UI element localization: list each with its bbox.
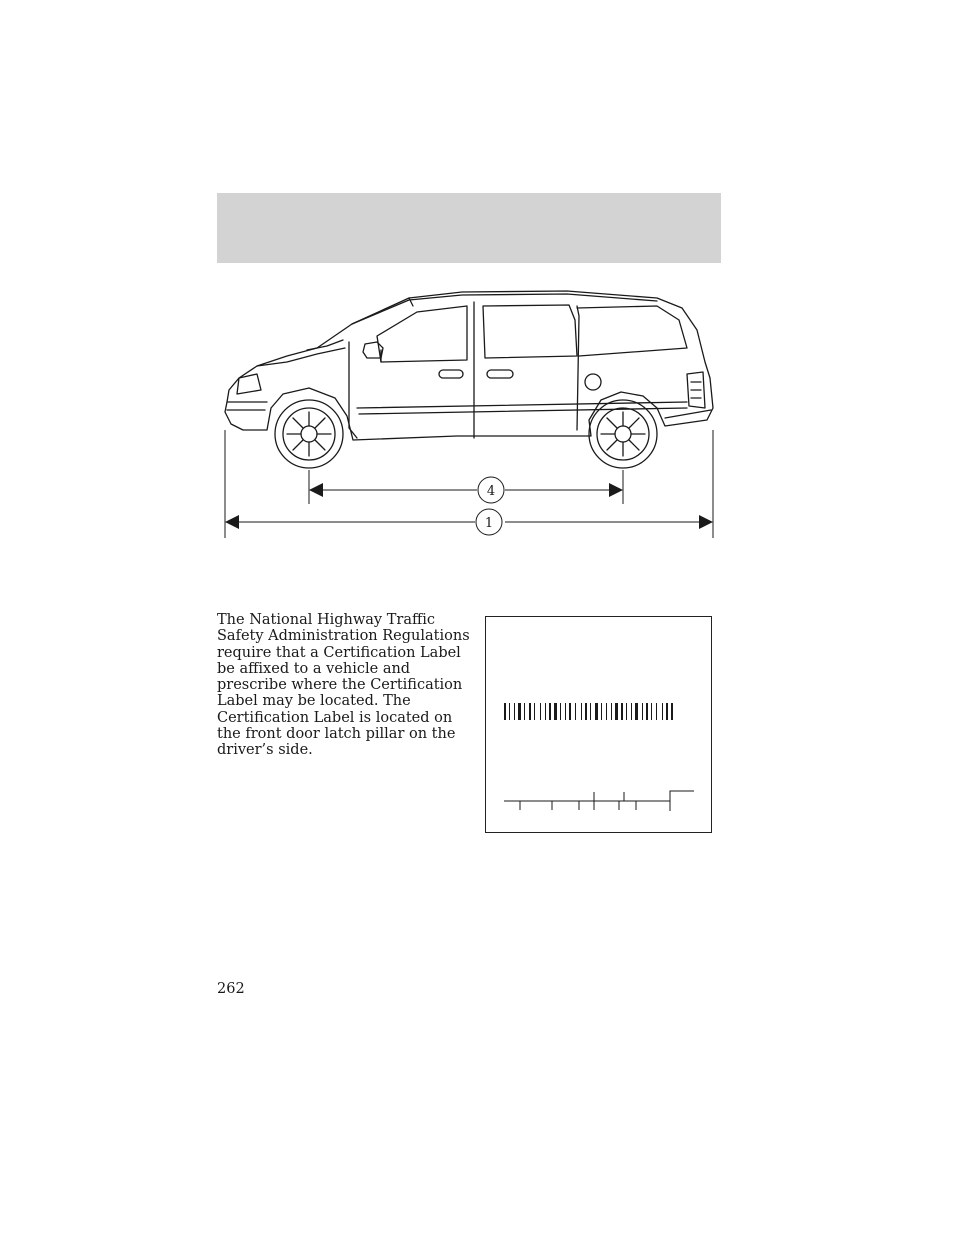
page-number: 262: [217, 981, 245, 997]
label-field-rule: [504, 791, 694, 811]
vehicle-dimensions-diagram: [217, 290, 721, 540]
wheelbase-callout-number: 4: [486, 484, 496, 499]
section-header-bar: [217, 193, 721, 263]
barcode-icon: [486, 617, 713, 834]
certification-label-illustration: [485, 616, 712, 833]
overall-length-callout-number: 1: [484, 516, 494, 531]
wheelbase-callout: [478, 477, 504, 503]
minivan-side-view-icon: [217, 290, 721, 540]
overall-length-callout: [476, 509, 502, 535]
certification-label-paragraph: The National Highway Traffic Safety Administration Regulations require that a Certification Label be affixed to a vehicle and prescribe where the Certification Label may be located. The Certification Label is located on the front door latch pillar on the driver’s side.: [217, 612, 470, 759]
